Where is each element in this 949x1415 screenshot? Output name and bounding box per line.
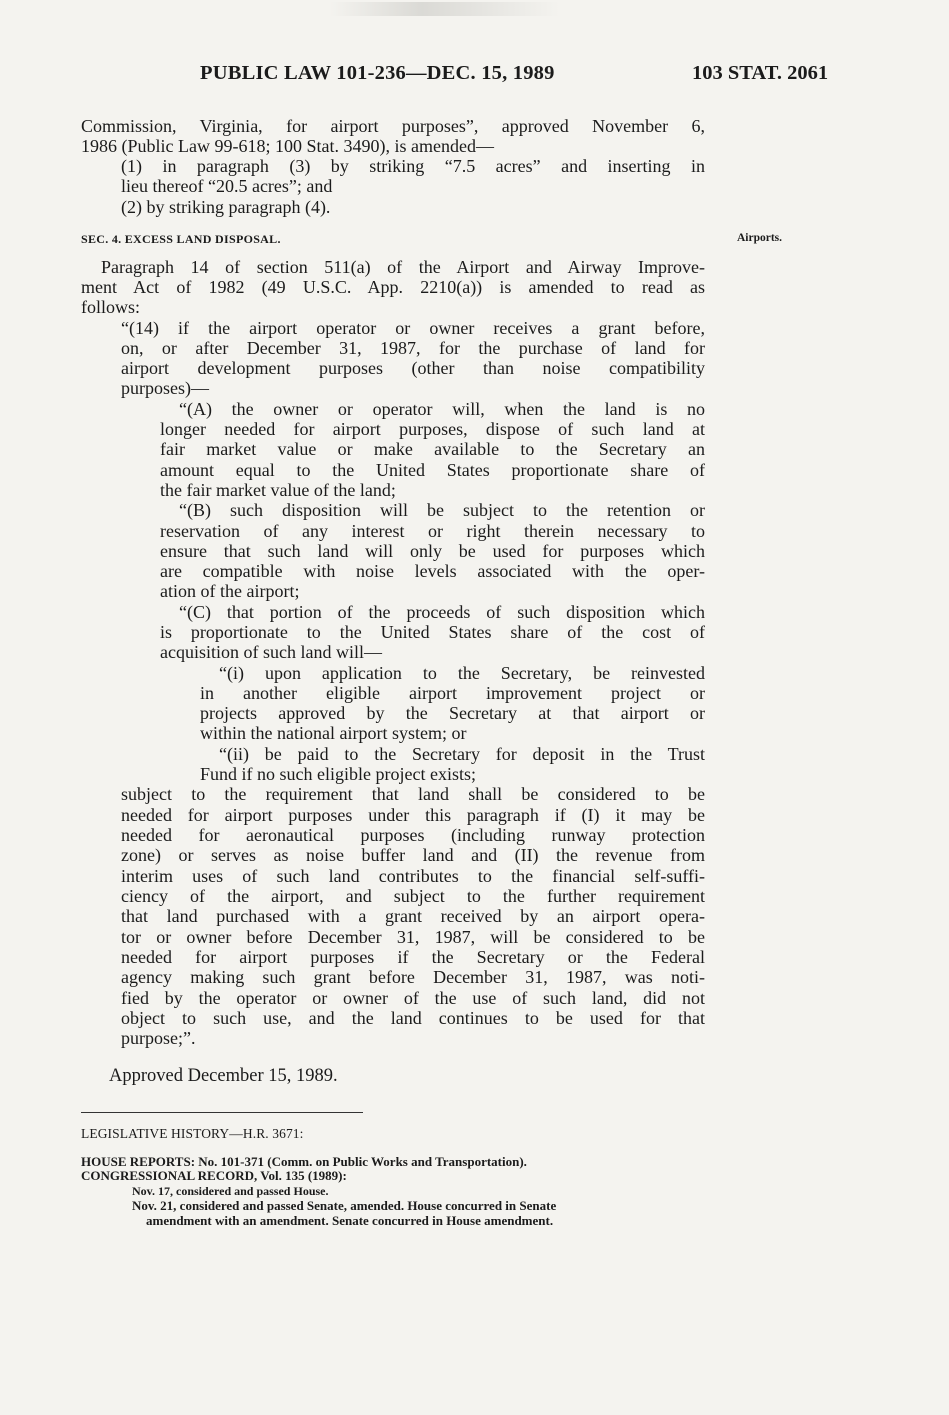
text-line: tor or owner before December 31, 1987, will be considered to be <box>121 927 705 947</box>
text-line: ensure that such land will only be used for purposes which <box>160 541 705 561</box>
text-line: purpose;”. <box>121 1028 196 1048</box>
text-line: the fair market value of the land; <box>160 480 396 500</box>
text-line: fied by the operator or owner of the use of such land, did not <box>121 988 705 1008</box>
text-line: ciency of the airport, and subject to the further requirement <box>121 886 705 906</box>
text-line: Paragraph 14 of section 511(a) of the Airport and Airway Improve- <box>101 257 705 277</box>
text-line: reservation of any interest or right therein necessary to <box>160 521 705 541</box>
text-line: follows: <box>81 297 141 317</box>
text-line: that land purchased with a grant received by an airport opera- <box>121 906 705 926</box>
history-line: amendment with an amendment. Senate concurred in House amendment. <box>146 1213 554 1228</box>
text-line: zone) or serves as noise buffer land and (II) the revenue from <box>121 845 705 865</box>
body-line: lieu thereof “20.5 acres”; and <box>121 176 333 196</box>
text-line: needed for airport purposes if the Secretary or the Federal <box>121 947 705 967</box>
text-line: “(ii) be paid to the Secretary for deposit in the Trust <box>219 744 705 764</box>
text-line: within the national airport system; or <box>200 723 467 743</box>
text-line: is proportionate to the United States share of the cost of <box>160 622 705 642</box>
text-line: “(C) that portion of the proceeds of such disposition which <box>179 602 705 622</box>
text-line: “(i) upon application to the Secretary, be reinvested <box>219 663 705 683</box>
page-header-stat: 103 STAT. 2061 <box>692 62 829 84</box>
text-line: acquisition of such land will— <box>160 642 382 662</box>
body-line: Commission, Virginia, for airport purposes”, approved November 6, <box>81 116 705 136</box>
body-line: (1) in paragraph (3) by striking “7.5 acres” and inserting in <box>121 156 705 176</box>
body-line: (2) by striking paragraph (4). <box>121 197 331 217</box>
text-line: object to such use, and the land continues to be used for that <box>121 1008 705 1028</box>
text-line: airport development purposes (other than noise compatibility <box>121 358 705 378</box>
scan-smudge <box>330 2 560 16</box>
text-line: longer needed for airport purposes, dispose of such land at <box>160 419 705 439</box>
history-line: Nov. 17, considered and passed House. <box>132 1184 329 1198</box>
history-line: HOUSE REPORTS: No. 101-371 (Comm. on Public Works and Transportation). <box>81 1154 527 1169</box>
text-line: “(A) the owner or operator will, when the land is no <box>179 399 705 419</box>
history-line: Nov. 21, considered and passed Senate, amended. House concurred in Senate <box>132 1198 557 1213</box>
text-line: on, or after December 31, 1987, for the purchase of land for <box>121 338 705 358</box>
text-line: fair market value or make available to the Secretary an <box>160 439 705 459</box>
text-line: interim uses of such land contributes to the financial self-suffi- <box>121 866 705 886</box>
margin-note: Airports. <box>737 232 783 244</box>
text-line: amount equal to the United States proportionate share of <box>160 460 705 480</box>
text-line: in another eligible airport improvement project or <box>200 683 705 703</box>
approval-date: Approved December 15, 1989. <box>109 1066 338 1086</box>
text-line: ation of the airport; <box>160 581 300 601</box>
text-line: needed for aeronautical purposes (including runway protection <box>121 825 705 845</box>
text-line: are compatible with noise levels associated with the oper- <box>160 561 705 581</box>
text-line: needed for airport purposes under this paragraph if (I) it may be <box>121 805 705 825</box>
legislative-history-title: LEGISLATIVE HISTORY—H.R. 3671: <box>81 1126 304 1141</box>
history-line: CONGRESSIONAL RECORD, Vol. 135 (1989): <box>81 1168 347 1183</box>
text-line: ment Act of 1982 (49 U.S.C. App. 2210(a)) is amended to read as <box>81 277 705 297</box>
text-line: “(14) if the airport operator or owner receives a grant before, <box>121 318 705 338</box>
text-line: purposes)— <box>121 378 209 398</box>
body-line: 1986 (Public Law 99-618; 100 Stat. 3490), is amended— <box>81 136 494 156</box>
text-line: projects approved by the Secretary at that airport or <box>200 703 705 723</box>
text-line: Fund if no such eligible project exists; <box>200 764 476 784</box>
page-header-title: PUBLIC LAW 101-236—DEC. 15, 1989 <box>200 62 555 84</box>
footnote-rule <box>81 1112 363 1113</box>
section-heading: SEC. 4. EXCESS LAND DISPOSAL. <box>81 232 281 246</box>
text-line: “(B) such disposition will be subject to the retention or <box>179 500 705 520</box>
text-line: subject to the requirement that land shall be considered to be <box>121 784 705 804</box>
text-line: agency making such grant before December 31, 1987, was noti- <box>121 967 705 987</box>
